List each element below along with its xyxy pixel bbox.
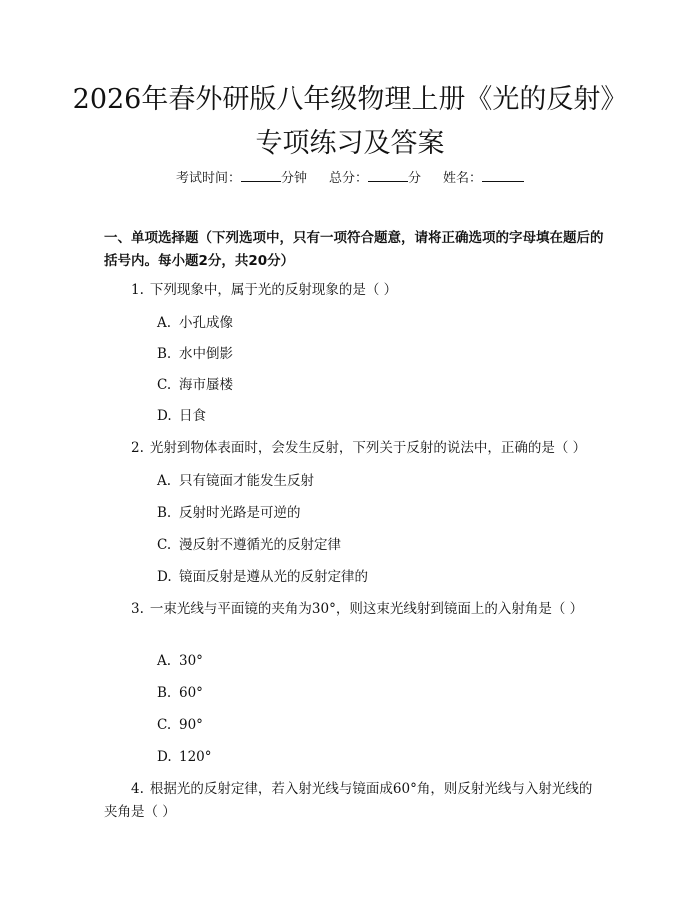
option-text: 水中倒影: [179, 346, 233, 362]
option-2c: [157, 535, 341, 555]
option-2a: [157, 471, 314, 491]
option-2b: [157, 503, 301, 523]
question-2: [131, 437, 611, 460]
option-text: 镜面反射是遵从光的反射定律的: [179, 569, 368, 585]
option-text: 小孔成像: [179, 315, 233, 331]
option-text: 120°: [179, 749, 212, 765]
option-letter: D.: [157, 408, 172, 424]
option-text: 只有镜面才能发生反射: [179, 473, 314, 489]
question-3: [104, 598, 604, 621]
option-text: 海市蜃楼: [179, 377, 233, 393]
option-letter: C.: [157, 717, 172, 733]
section-heading: 一、单项选择题（下列选项中，只有一项符合题意，请将正确选项的字母填在题后的括号内。每小题2分，共20分）: [104, 230, 604, 269]
time-unit: 分钟: [280, 171, 307, 186]
option-letter: D.: [157, 569, 172, 585]
option-letter: A.: [157, 473, 172, 489]
option-3a: [157, 651, 203, 671]
question-text: 根据光的反射定律，若入射光线与镜面成60°角，则反射光线与入射光线的夹角是（ ）: [104, 781, 593, 820]
question-number: 1.: [131, 282, 144, 298]
option-text: 90°: [179, 717, 203, 733]
option-letter: B.: [157, 346, 172, 362]
question-4: [104, 778, 604, 824]
time-blank: [241, 169, 281, 182]
question-number: 4.: [131, 781, 144, 797]
score-blank: [368, 169, 408, 182]
option-text: 60°: [179, 685, 203, 701]
name-blank: [482, 169, 524, 182]
name-label: 姓名：: [443, 171, 483, 186]
score-label: 总分：: [328, 171, 368, 186]
question-1: [131, 279, 611, 302]
option-text: 日食: [179, 408, 206, 424]
time-label: 考试时间：: [175, 171, 241, 186]
question-text: 下列现象中，属于光的反射现象的是（ ）: [149, 282, 398, 298]
option-3b: [157, 683, 203, 703]
option-letter: C.: [157, 377, 172, 393]
question-text: 一束光线与平面镜的夹角为30°，则这束光线射到镜面上的入射角是（ ）: [149, 601, 584, 617]
option-letter: C.: [157, 537, 172, 553]
option-letter: B.: [157, 685, 172, 701]
option-letter: D.: [157, 749, 172, 765]
option-text: 反射时光路是可逆的: [179, 505, 301, 521]
score-unit: 分: [408, 171, 422, 186]
option-1b: [157, 344, 233, 364]
question-text: 光射到物体表面时，会发生反射，下列关于反射的说法中，正确的是（ ）: [149, 440, 587, 456]
exam-info-line: [0, 169, 700, 188]
option-3d: [157, 747, 212, 767]
option-2d: [157, 567, 368, 587]
option-letter: A.: [157, 653, 172, 669]
option-letter: B.: [157, 505, 172, 521]
option-letter: A.: [157, 315, 172, 331]
option-1d: [157, 406, 206, 426]
question-number: 2.: [131, 440, 144, 456]
document-title: 2026年春外研版八年级物理上册《光的反射》专项练习及答案: [72, 84, 628, 159]
question-number: 3.: [131, 601, 144, 617]
option-1c: [157, 375, 233, 395]
option-text: 30°: [179, 653, 203, 669]
option-text: 漫反射不遵循光的反射定律: [179, 537, 341, 553]
option-3c: [157, 715, 203, 735]
option-1a: [157, 313, 233, 333]
